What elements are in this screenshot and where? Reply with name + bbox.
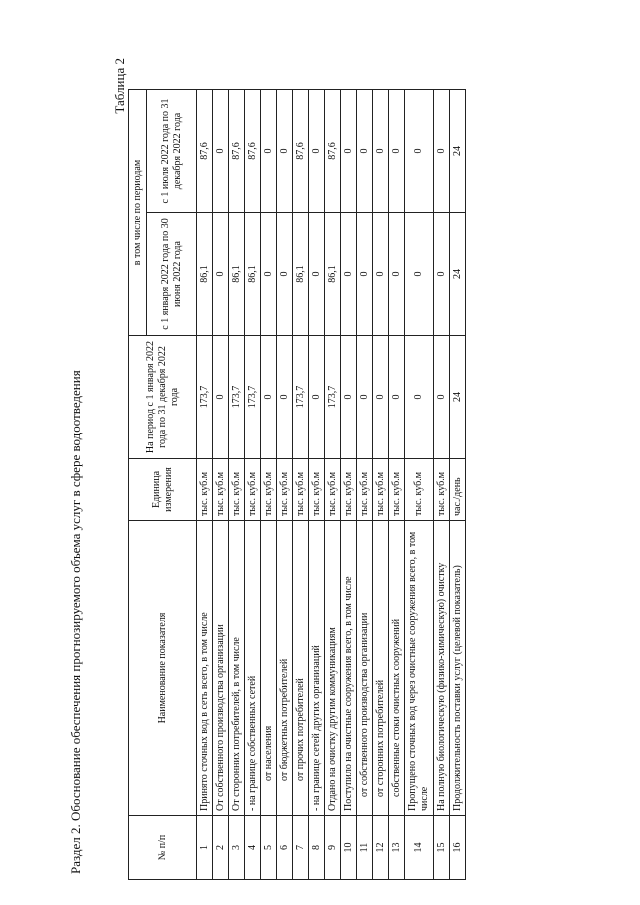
row-num: 14 bbox=[405, 816, 434, 880]
table-row bbox=[197, 90, 213, 880]
row-total: 0 bbox=[434, 336, 450, 459]
table-row bbox=[450, 90, 466, 880]
row-num: 7 bbox=[293, 816, 309, 880]
row-total: 0 bbox=[389, 336, 405, 459]
row-name: На полную биологическую (физико-химическую) очистку bbox=[434, 521, 450, 816]
rotated-page bbox=[60, 30, 540, 880]
row-period-1: 0 bbox=[357, 213, 373, 336]
row-period-2: 0 bbox=[341, 90, 357, 213]
table-row bbox=[357, 90, 373, 880]
row-unit: тыс. куб.м bbox=[277, 459, 293, 521]
header-period-2: с 1 июля 2022 года по 31 декабря 2022 года bbox=[147, 90, 197, 213]
table-row bbox=[405, 90, 434, 880]
row-num: 1 bbox=[197, 816, 213, 880]
row-period-1: 86,1 bbox=[197, 213, 213, 336]
row-name: собственные стоки очистных сооружений bbox=[389, 521, 405, 816]
row-unit: тыс. куб.м bbox=[389, 459, 405, 521]
row-period-2: 87,6 bbox=[325, 90, 341, 213]
row-num: 3 bbox=[229, 816, 245, 880]
row-name: от сторонних потребителей bbox=[373, 521, 389, 816]
row-total: 173,7 bbox=[293, 336, 309, 459]
table-row bbox=[229, 90, 245, 880]
table-row bbox=[293, 90, 309, 880]
row-period-1: 0 bbox=[277, 213, 293, 336]
row-total: 173,7 bbox=[229, 336, 245, 459]
row-total: 0 bbox=[277, 336, 293, 459]
row-unit: тыс. куб.м bbox=[245, 459, 261, 521]
row-num: 13 bbox=[389, 816, 405, 880]
row-unit: тыс. куб.м bbox=[197, 459, 213, 521]
row-period-2: 0 bbox=[261, 90, 277, 213]
row-num: 4 bbox=[245, 816, 261, 880]
table-row bbox=[245, 90, 261, 880]
table-body bbox=[197, 90, 466, 880]
row-period-2: 0 bbox=[213, 90, 229, 213]
row-period-1: 86,1 bbox=[325, 213, 341, 336]
row-name: от бюджетных потребителей bbox=[277, 521, 293, 816]
row-unit: тыс. куб.м bbox=[434, 459, 450, 521]
row-unit: тыс. куб.м bbox=[325, 459, 341, 521]
row-period-1: 0 bbox=[309, 213, 325, 336]
header-name: Наименование показателя bbox=[129, 521, 197, 816]
row-num: 2 bbox=[213, 816, 229, 880]
row-name: Продолжительность поставки услуг (целевой показатель) bbox=[450, 521, 466, 816]
row-total: 0 bbox=[357, 336, 373, 459]
data-table bbox=[128, 89, 466, 880]
row-total: 0 bbox=[261, 336, 277, 459]
table-row bbox=[213, 90, 229, 880]
row-total: 0 bbox=[341, 336, 357, 459]
row-name: От сторонних потребителей, в том числе bbox=[229, 521, 245, 816]
header-period-1: с 1 января 2022 года по 30 июня 2022 года bbox=[147, 213, 197, 336]
row-unit: тыс. куб.м bbox=[261, 459, 277, 521]
row-period-1: 0 bbox=[341, 213, 357, 336]
row-period-2: 0 bbox=[389, 90, 405, 213]
row-num: 10 bbox=[341, 816, 357, 880]
row-num: 16 bbox=[450, 816, 466, 880]
row-period-1: 0 bbox=[261, 213, 277, 336]
row-unit: тыс. куб.м bbox=[373, 459, 389, 521]
row-period-1: 0 bbox=[389, 213, 405, 336]
table-row bbox=[309, 90, 325, 880]
row-unit: тыс. куб.м bbox=[405, 459, 434, 521]
row-period-2: 87,6 bbox=[229, 90, 245, 213]
row-period-2: 87,6 bbox=[293, 90, 309, 213]
table-row bbox=[277, 90, 293, 880]
row-num: 9 bbox=[325, 816, 341, 880]
row-num: 12 bbox=[373, 816, 389, 880]
row-period-1: 0 bbox=[434, 213, 450, 336]
row-unit: тыс. куб.м bbox=[357, 459, 373, 521]
row-total: 0 bbox=[309, 336, 325, 459]
header-unit: Единица измерения bbox=[129, 459, 197, 521]
row-unit: тыс. куб.м bbox=[293, 459, 309, 521]
row-period-1: 0 bbox=[373, 213, 389, 336]
row-period-2: 0 bbox=[357, 90, 373, 213]
row-total: 24 bbox=[450, 336, 466, 459]
row-unit: час./день bbox=[450, 459, 466, 521]
row-period-1: 0 bbox=[405, 213, 434, 336]
row-total: 0 bbox=[405, 336, 434, 459]
table-row bbox=[389, 90, 405, 880]
row-name: Отдано на очистку другим коммуникациям bbox=[325, 521, 341, 816]
row-name: Поступило на очистные сооружения всего, в том числе bbox=[341, 521, 357, 816]
row-name: от прочих потребителей bbox=[293, 521, 309, 816]
row-name: от собственного производства организации bbox=[357, 521, 373, 816]
row-period-2: 24 bbox=[450, 90, 466, 213]
row-unit: тыс. куб.м bbox=[309, 459, 325, 521]
row-total: 173,7 bbox=[325, 336, 341, 459]
header-periods-group: в том числе по периодам bbox=[129, 90, 147, 336]
row-name: - на границе собственных сетей bbox=[245, 521, 261, 816]
row-period-2: 0 bbox=[277, 90, 293, 213]
row-name: от населения bbox=[261, 521, 277, 816]
header-num: № п/п bbox=[129, 816, 197, 880]
row-period-1: 86,1 bbox=[229, 213, 245, 336]
row-period-2: 0 bbox=[373, 90, 389, 213]
table-row bbox=[261, 90, 277, 880]
row-unit: тыс. куб.м bbox=[229, 459, 245, 521]
header-total: На период с 1 января 2022 года по 31 декабря 2022 года bbox=[129, 336, 197, 459]
table-row bbox=[434, 90, 450, 880]
row-num: 6 bbox=[277, 816, 293, 880]
table-row bbox=[341, 90, 357, 880]
row-unit: тыс. куб.м bbox=[213, 459, 229, 521]
row-period-2: 87,6 bbox=[197, 90, 213, 213]
row-name: Принято сточных вод в сеть всего, в том числе bbox=[197, 521, 213, 816]
row-total: 0 bbox=[373, 336, 389, 459]
row-name: От собственного производства организации bbox=[213, 521, 229, 816]
row-period-2: 0 bbox=[309, 90, 325, 213]
section-heading: Раздел 2. Обоснование обеспечения прогнозируемого объема услуг в сфере водоотведения bbox=[68, 370, 83, 874]
row-name: - на границе сетей других организаций bbox=[309, 521, 325, 816]
row-num: 11 bbox=[357, 816, 373, 880]
row-unit: тыс. куб.м bbox=[341, 459, 357, 521]
row-period-2: 0 bbox=[434, 90, 450, 213]
row-period-2: 87,6 bbox=[245, 90, 261, 213]
row-num: 8 bbox=[309, 816, 325, 880]
row-total: 0 bbox=[213, 336, 229, 459]
row-total: 173,7 bbox=[197, 336, 213, 459]
table-number: Таблица 2 bbox=[112, 58, 127, 114]
row-period-1: 0 bbox=[213, 213, 229, 336]
table-row bbox=[373, 90, 389, 880]
table-row bbox=[325, 90, 341, 880]
row-num: 15 bbox=[434, 816, 450, 880]
row-period-1: 86,1 bbox=[293, 213, 309, 336]
row-name: Пропущено сточных вод через очистные сооружения всего, в том числе bbox=[405, 521, 434, 816]
row-period-1: 86,1 bbox=[245, 213, 261, 336]
row-total: 173,7 bbox=[245, 336, 261, 459]
row-period-1: 24 bbox=[450, 213, 466, 336]
row-num: 5 bbox=[261, 816, 277, 880]
row-period-2: 0 bbox=[405, 90, 434, 213]
